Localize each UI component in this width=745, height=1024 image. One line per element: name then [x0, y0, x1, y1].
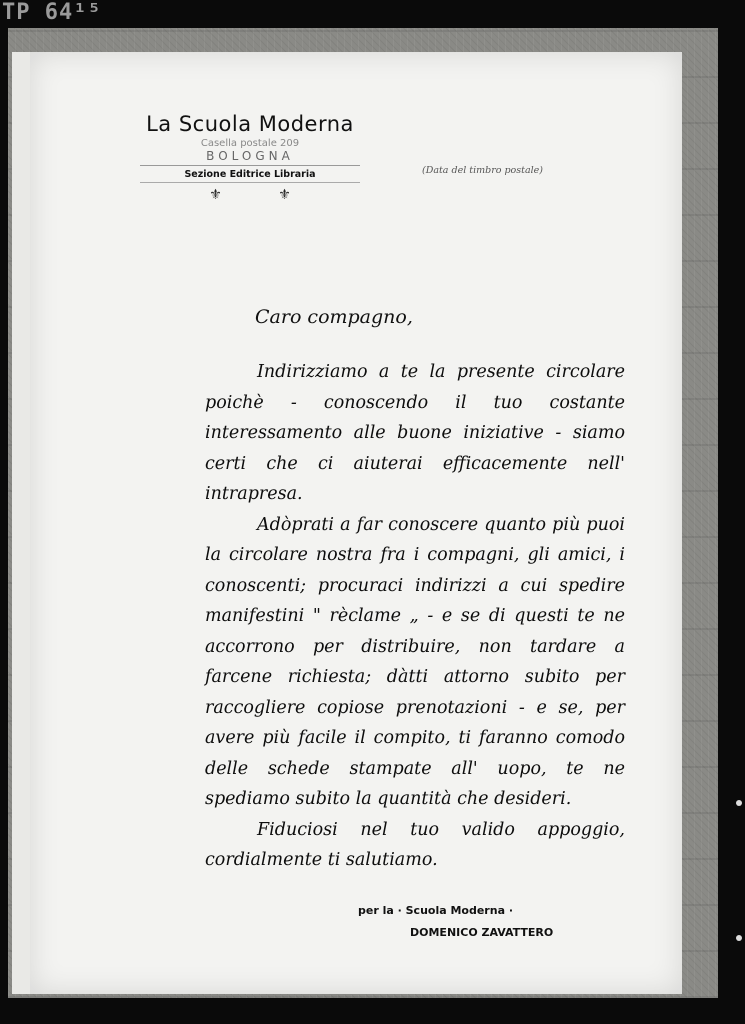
- publishing-section: Sezione Editrice Libraria: [140, 169, 360, 183]
- publisher-name: La Scuola Moderna: [146, 112, 354, 136]
- film-mark-dot: [736, 800, 742, 806]
- letter-body: [205, 357, 625, 876]
- po-box: Casella postale 209: [200, 138, 300, 149]
- city: BOLOGNA: [140, 149, 360, 166]
- fleur-ornament-icon: ⚜ ⚜: [209, 187, 317, 203]
- paragraph-1: Indirizziamo a te la presente circolare poichè - conoscendo il tuo costante interessamento alle buone iniziative - siamo certi che ci aiuterai efficacemente nell' intrapresa.: [205, 362, 625, 504]
- date-note: (Data del timbro postale): [422, 165, 543, 176]
- paragraph-2: Adòprati a far conoscere quanto più puoi la circolare nostra fra i compagni, gli amici, i conoscenti; procuraci indirizzi a cui spedire manifestini " rèclame „ - e se di questi te ne accorrono per distribuire, non tardare a farcene richiesta; dàtti attorno subito per raccogliere copiose prenotazioni - e se, per avere più facile il compito, ti faranno comodo delle schede stampate all' uopo, te ne spediamo subito la quantità che desideri.: [205, 514, 625, 809]
- signature-line-1: per la · Scuola Moderna ·: [358, 904, 513, 917]
- film-label: TP 64¹⁵: [2, 0, 102, 25]
- salutation: Caro compagno,: [255, 306, 413, 328]
- paragraph-3: Fiduciosi nel tuo valido appoggio, cordialmente ti salutiamo.: [205, 819, 625, 870]
- film-mark-dot: [736, 935, 742, 941]
- letterhead: [140, 112, 360, 203]
- signature-name: DOMENICO ZAVATTERO: [410, 926, 554, 939]
- letter-sheet: [30, 52, 682, 994]
